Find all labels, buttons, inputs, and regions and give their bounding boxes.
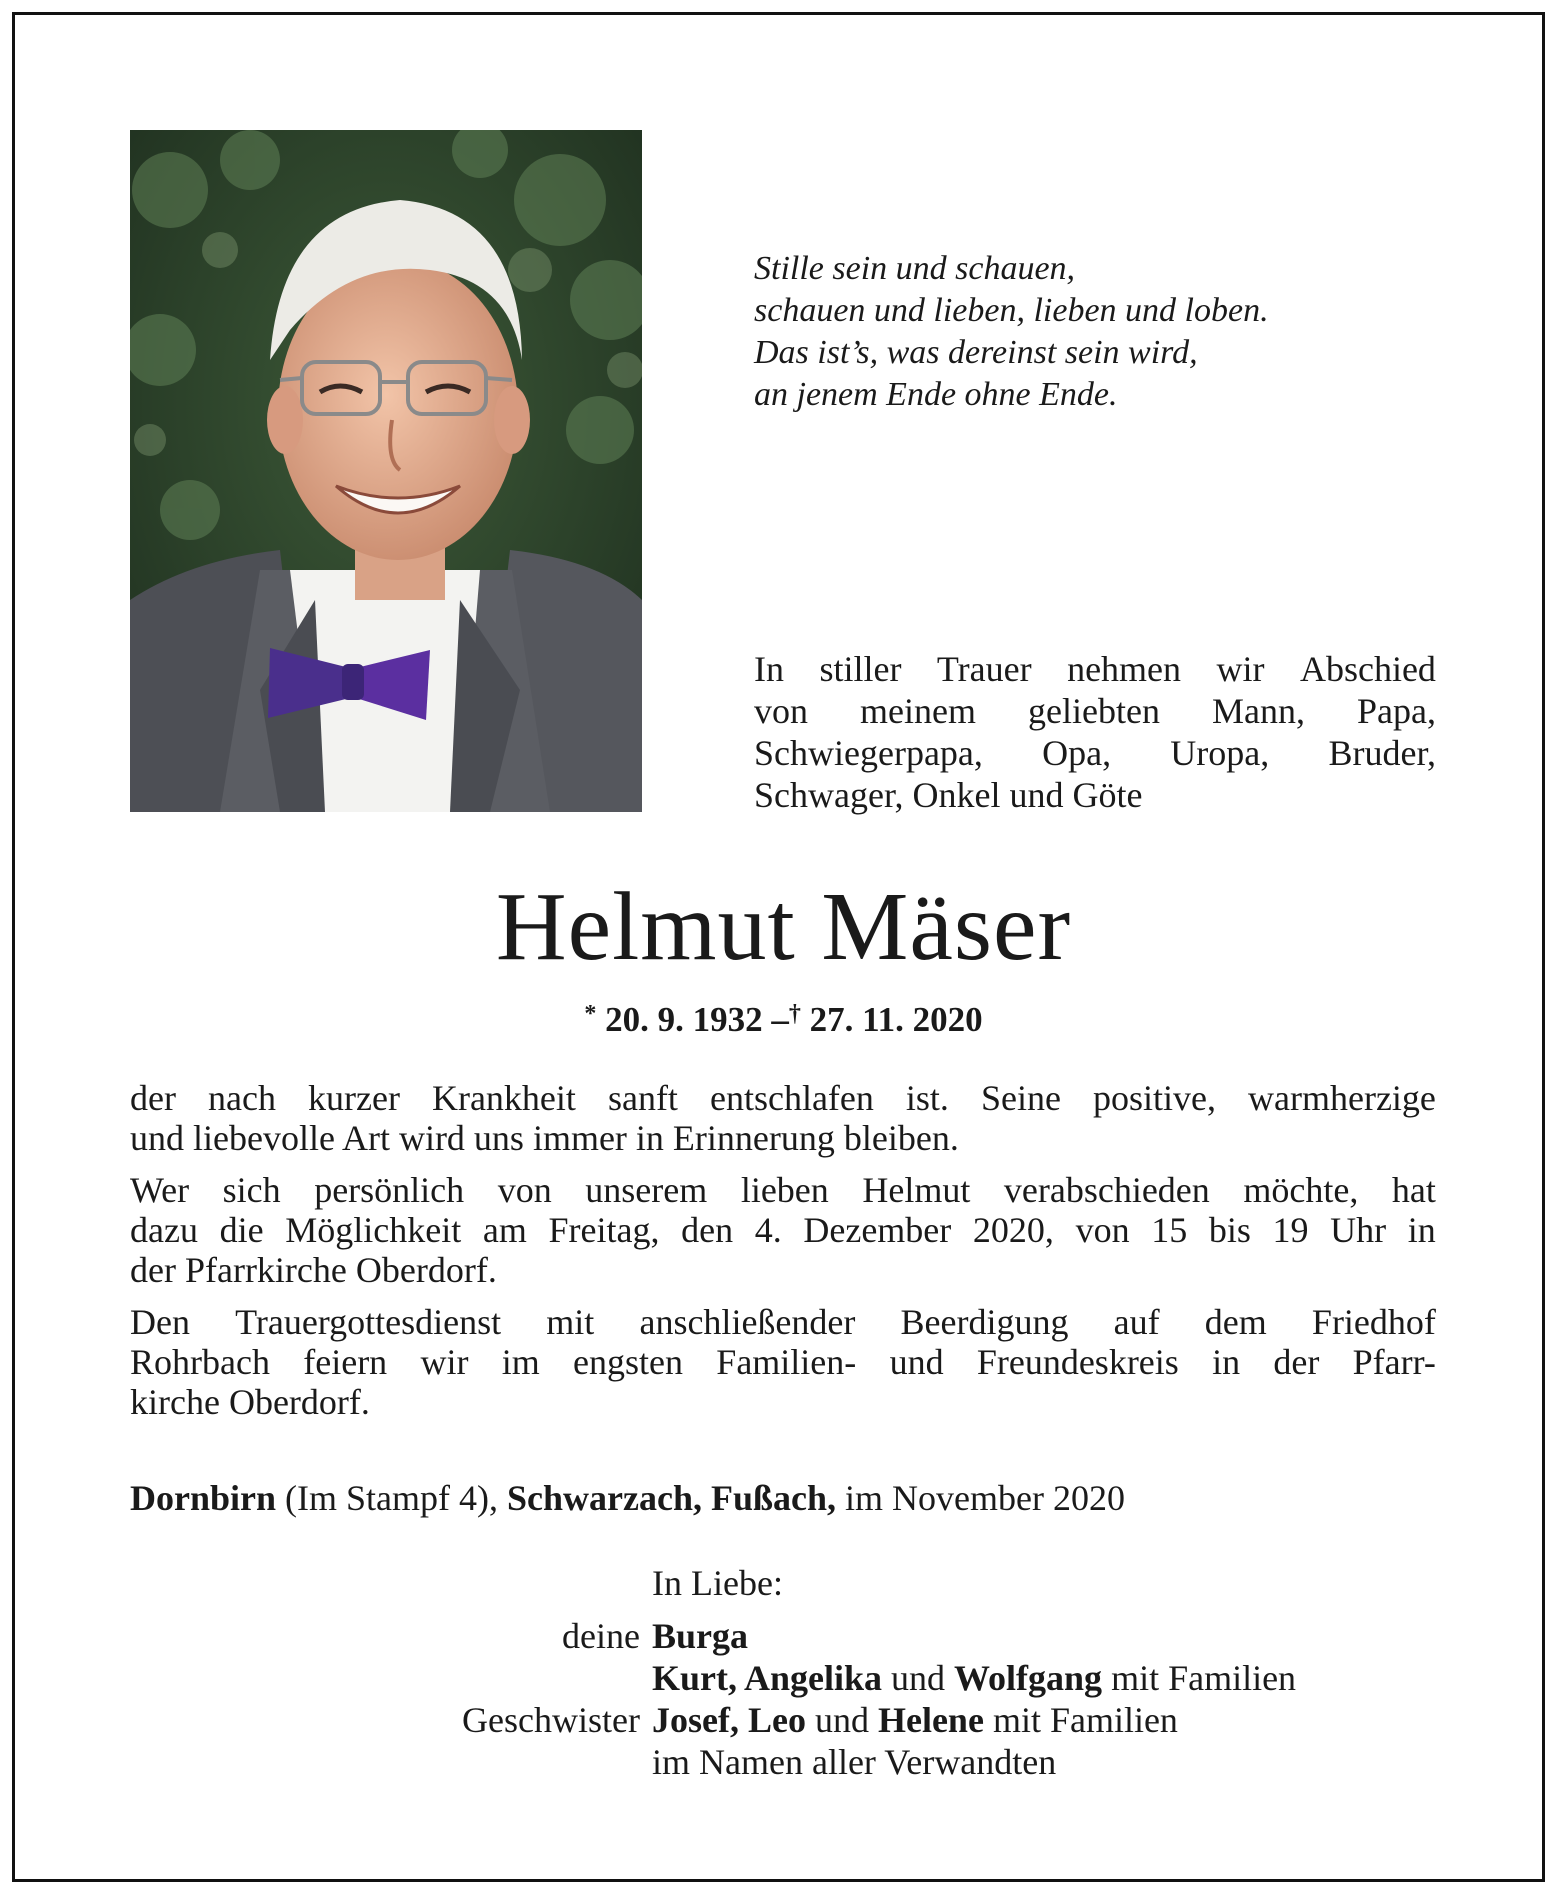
birth-date: 20. 9. 1932 — [605, 1000, 763, 1039]
body-line: Den Trauergottesdienst mit anschließender Beerdigung auf dem Friedhof — [130, 1302, 1436, 1342]
word: von — [754, 691, 808, 731]
suffix: mit Familien — [983, 1700, 1178, 1740]
names-children: Kurt, Angelika — [652, 1658, 883, 1698]
body-line: der Pfarrkirche Oberdorf. — [130, 1250, 497, 1290]
signature-siblings — [652, 1699, 1178, 1741]
signature-closing: im Namen aller Verwandten — [652, 1742, 1057, 1782]
word: Papa, — [1356, 691, 1436, 731]
deceased-name: Helmut Mäser — [495, 873, 1072, 981]
birth-symbol: * — [584, 1001, 597, 1027]
conjunction: und — [882, 1658, 955, 1698]
body-line: dazu die Möglichkeit am Freitag, den 4. Dezember 2020, von 15 bis 19 Uhr in — [130, 1210, 1436, 1250]
poem-line: Stille sein und schauen, — [754, 250, 1076, 287]
name-wolfgang: Wolfgang — [954, 1658, 1103, 1698]
word: Bruder, — [1328, 733, 1436, 773]
portrait-photo — [130, 130, 642, 812]
word: stiller — [819, 649, 902, 689]
conjunction: und — [805, 1700, 878, 1740]
intro-text — [754, 648, 1436, 816]
word: nehmen — [1067, 649, 1182, 689]
poem-line: an jenem Ende ohne Ende. — [754, 376, 1118, 413]
place-address: (Im Stampf 4), — [276, 1478, 507, 1518]
death-date: 27. 11. 2020 — [809, 1000, 983, 1039]
place-dornbirn: Dornbirn — [130, 1478, 277, 1518]
signature-children — [652, 1657, 1296, 1699]
name-burga: Burga — [652, 1616, 749, 1656]
poem — [754, 248, 1454, 416]
word: Schwiegerpapa, — [754, 733, 983, 773]
body-line: der nach kurzer Krankheit sanft entschlafen ist. Seine positive, warmherzige — [130, 1078, 1436, 1118]
label-deine: deine — [562, 1616, 640, 1656]
intro-line — [754, 732, 1436, 774]
body-text — [130, 1078, 1436, 1422]
signature-wife — [652, 1615, 748, 1657]
word: Uropa, — [1170, 733, 1270, 773]
names-siblings: Josef, Leo — [652, 1700, 806, 1740]
intro-line: Schwager, Onkel und Göte — [754, 775, 1143, 815]
word: Opa, — [1042, 733, 1112, 773]
place-others: Schwarzach, Fußach, — [507, 1478, 837, 1518]
intro-line — [754, 690, 1436, 732]
body-line: kirche Oberdorf. — [130, 1382, 370, 1422]
place-date-line — [130, 1476, 1436, 1520]
word: meinem — [860, 691, 976, 731]
date-separator: – — [771, 1000, 789, 1039]
intro-line — [754, 648, 1436, 690]
word: wir — [1216, 649, 1265, 689]
poem-line: schauen und lieben, lieben und loben. — [754, 292, 1269, 329]
label-siblings: Geschwister — [462, 1700, 640, 1740]
life-dates — [0, 992, 1567, 1042]
suffix: mit Familien — [1102, 1658, 1297, 1698]
body-line: Rohrbach feiern wir im engsten Familien- und Freundeskreis in der Pfarr- — [130, 1342, 1436, 1382]
body-line: und liebevolle Art wird uns immer in Erinnerung bleiben. — [130, 1118, 959, 1158]
word: Trauer — [936, 649, 1032, 689]
poem-line: Das ist’s, was dereinst sein wird, — [754, 334, 1198, 371]
word: Abschied — [1299, 649, 1436, 689]
body-line: Wer sich persönlich von unserem lieben Helmut verabschieden möchte, hat — [130, 1170, 1436, 1210]
word: Mann, — [1211, 691, 1305, 731]
signature-heading: In Liebe: — [652, 1563, 783, 1603]
death-symbol: † — [788, 1001, 801, 1027]
name-helene: Helene — [877, 1700, 984, 1740]
word: geliebten — [1028, 691, 1160, 731]
word: In — [754, 649, 784, 689]
place-date: im November 2020 — [836, 1478, 1125, 1518]
